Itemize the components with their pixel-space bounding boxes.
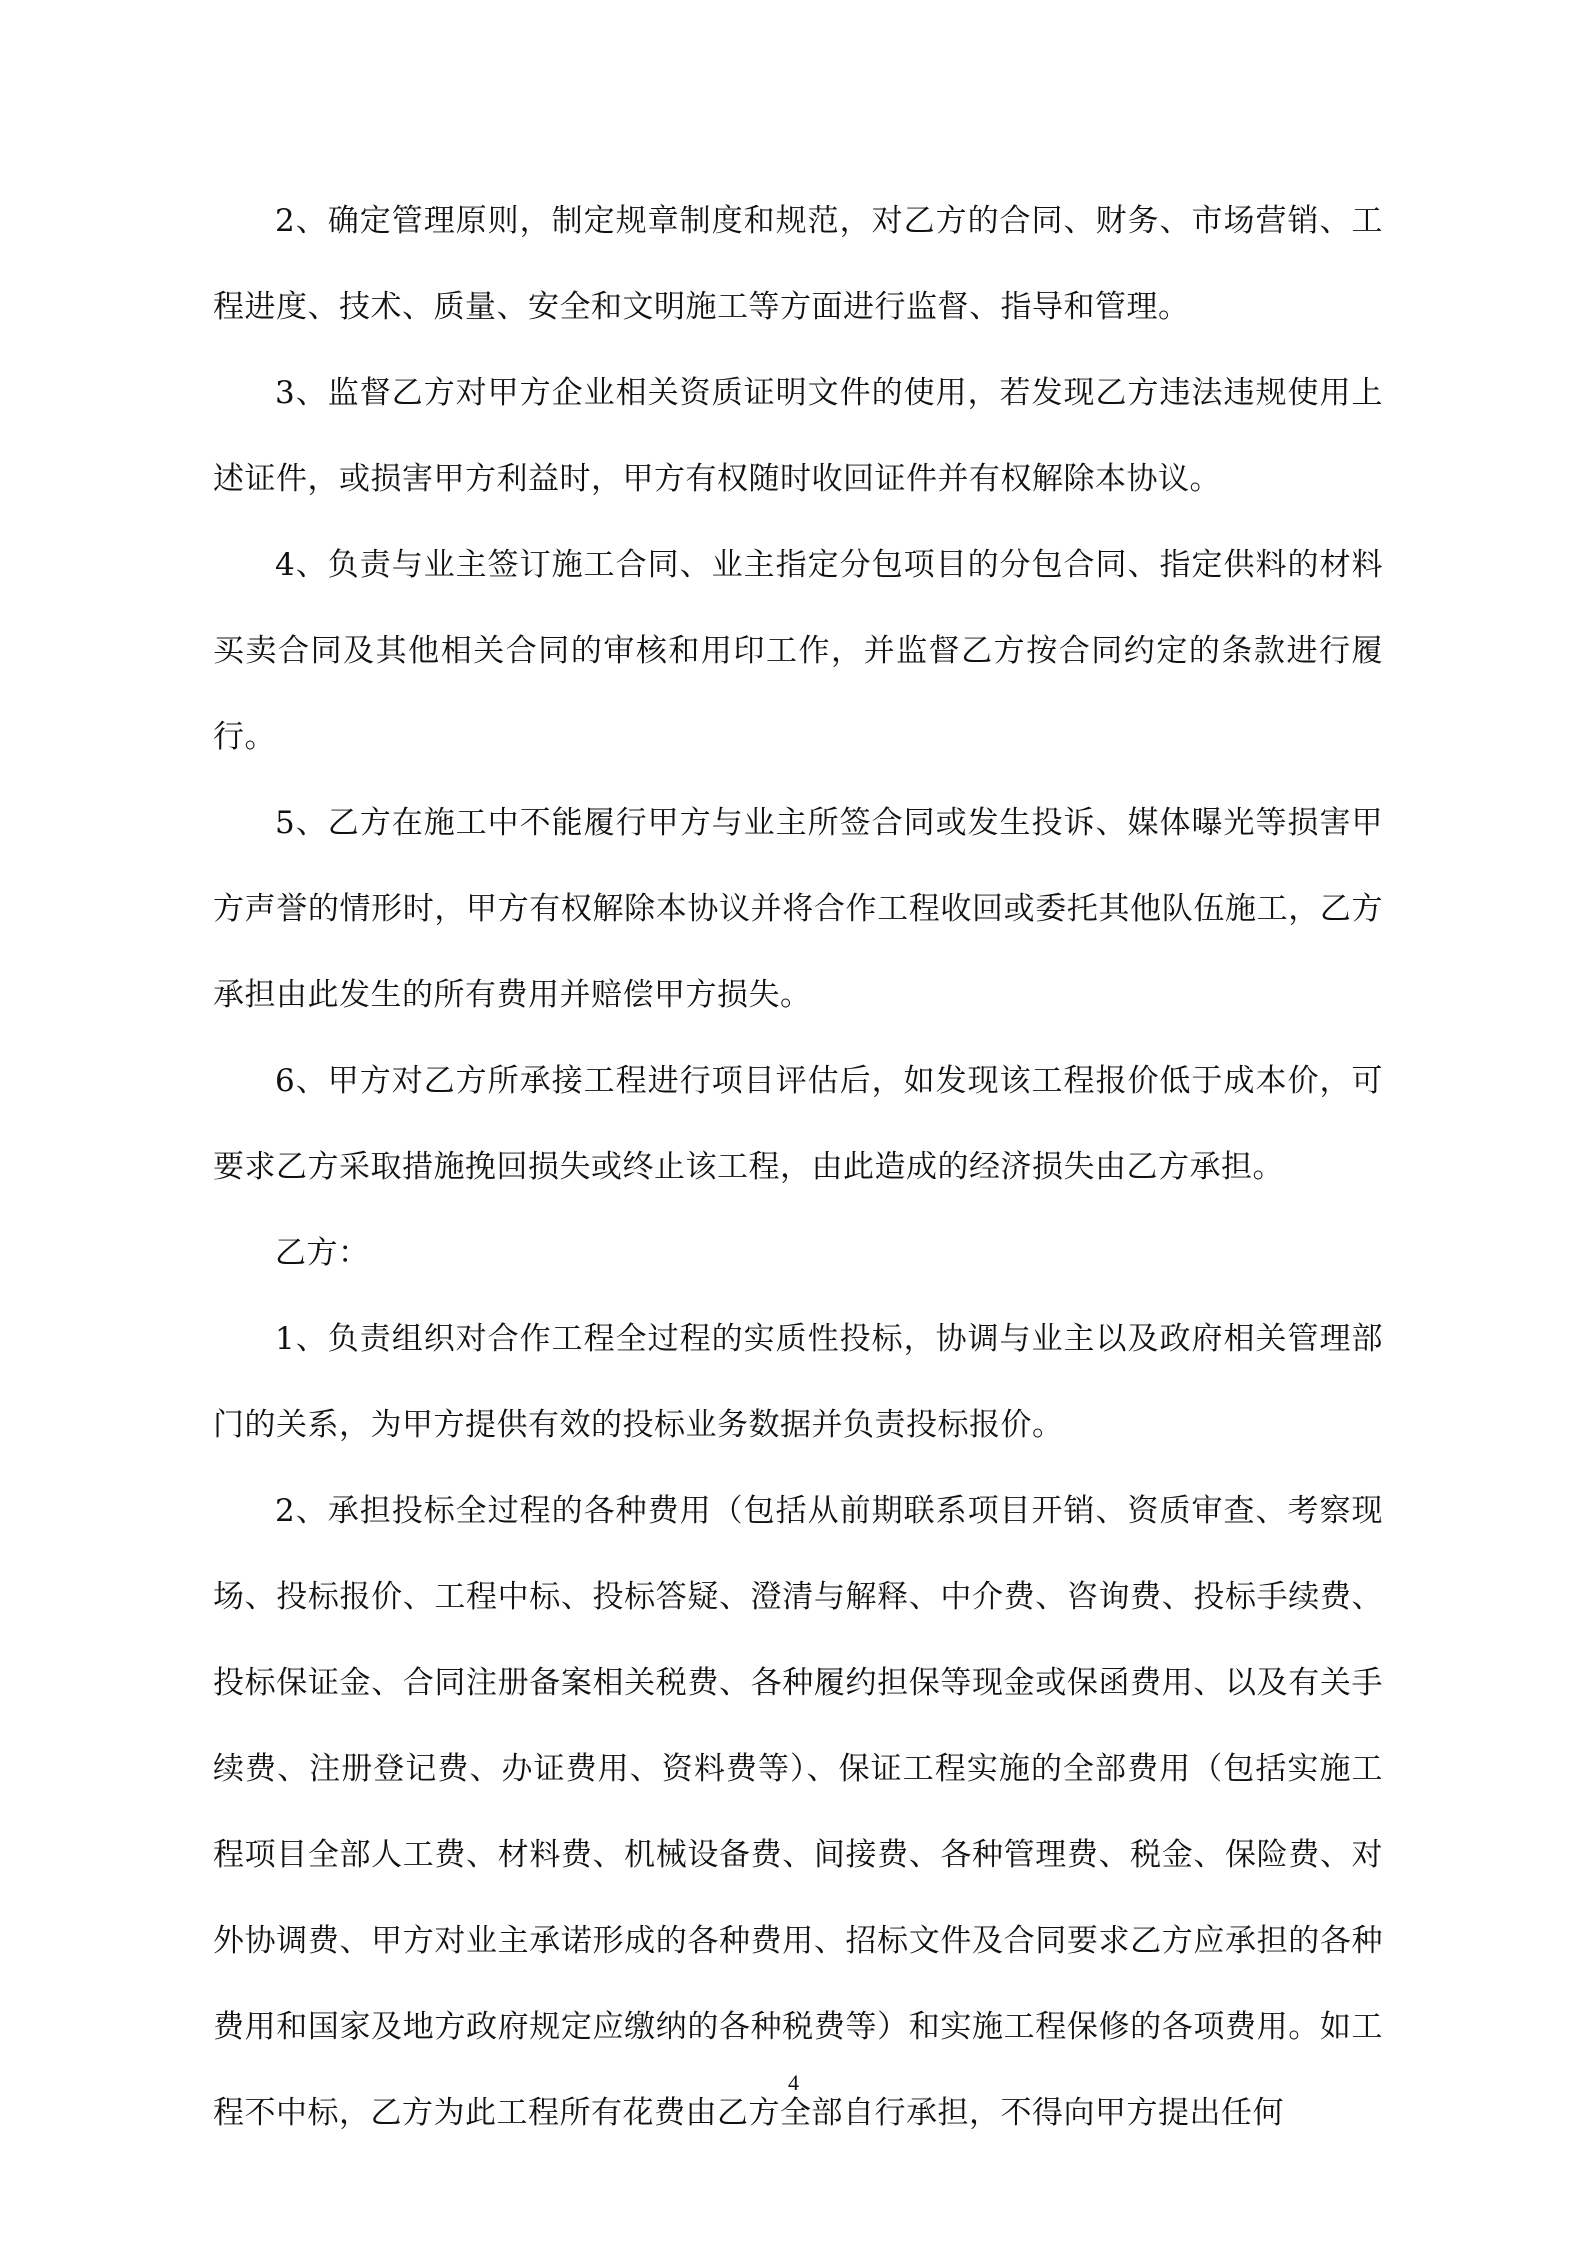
paragraph-party-a-item-6: 6、甲方对乙方所承接工程进行项目评估后，如发现该工程报价低于成本价，可要求乙方采取措施挽回损失或终止该工程，由此造成的经济损失由乙方承担。 [213, 1063, 1383, 1185]
paragraph-party-b-item-1: 1、负责组织对合作工程全过程的实质性投标，协调与业主以及政府相关管理部门的关系，为甲方提供有效的投标业务数据并负责投标报价。 [213, 1321, 1383, 1443]
paragraph-party-a-item-2: 2、确定管理原则，制定规章制度和规范，对乙方的合同、财务、市场营销、工程进度、技术、质量、安全和文明施工等方面进行监督、指导和管理。 [213, 203, 1383, 325]
section-heading-party-b: 乙方： [275, 1235, 370, 1271]
paragraph-party-a-item-4: 4、负责与业主签订施工合同、业主指定分包项目的分包合同、指定供料的材料买卖合同及其他相关合同的审核和用印工作，并监督乙方按合同约定的条款进行履行。 [213, 547, 1383, 755]
paragraph-party-b-item-2: 2、承担投标全过程的各种费用（包括从前期联系项目开销、资质审查、考察现场、投标报价、工程中标、投标答疑、澄清与解释、中介费、咨询费、投标手续费、投标保证金、合同注册备案相关税费、各种履约担保等现金或保函费用、以及有关手续费、注册登记费、办证费用、资料费等）、保证工程实施的全部费用（包括实施工程项目全部人工费、材料费、机械设备费、间接费、各种管理费、税金、保险费、对外协调费、甲方对业主承诺形成的各种费用、招标文件及合同要求乙方应承担的各种费用和国家及地方政府规定应缴纳的各种税费等）和实施工程保修的各项费用。如工程不中标，乙方为此工程所有花费由乙方全部自行承担，不得向甲方提出任何 [213, 1493, 1383, 2131]
page-number: 4 [788, 2070, 799, 2095]
document-body [213, 178, 1383, 2156]
paragraph-party-a-item-3: 3、监督乙方对甲方企业相关资质证明文件的使用，若发现乙方违法违规使用上述证件，或损害甲方利益时，甲方有权随时收回证件并有权解除本协议。 [213, 375, 1383, 497]
paragraph-party-a-item-5: 5、乙方在施工中不能履行甲方与业主所签合同或发生投诉、媒体曝光等损害甲方声誉的情形时，甲方有权解除本协议并将合作工程收回或委托其他队伍施工，乙方承担由此发生的所有费用并赔偿甲方损失。 [213, 805, 1383, 1013]
